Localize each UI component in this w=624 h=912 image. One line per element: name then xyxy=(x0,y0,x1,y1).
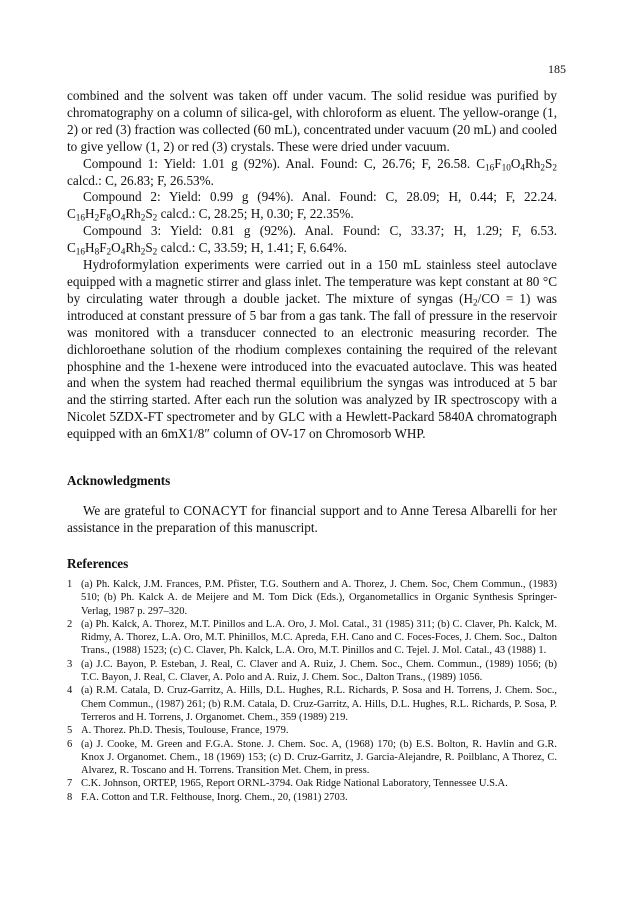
reference-text: (a) R.M. Catala, D. Cruz-Garritz, A. Hills, D.L. Hughes, R.L. Richards, P. Sosa and H. Torrens, J. Chem. Soc., Chem Commun., (1987) 261; (b) R.M. Catala, D. Cruz-Garritz, A. Hills, D.L. Hughes, R.L. Richards, P. Sosa, P. Terreros and H. Torrens, J. Organomet. Chem., 359 (1989) 219. xyxy=(81,685,557,723)
compound-2-calcd: calcd.: C, 28.25; H, 0.30; F, 22.35%. xyxy=(157,206,354,222)
page-number: 185 xyxy=(548,62,566,76)
reference-list xyxy=(67,578,557,804)
paragraph-hydroformylation: Hydroformylation experiments were carried out in a 150 mL stainless steel autoclave equipped with a magnetic stirrer and glass inlet. The temperature was kept constant at 80 °C by circulating water through a double jacket. The mixture of syngas $(H_2/CO = 1)$ was introduced at constant pressure of 5 bar from a gas tank. The fall of pressure in the reservoir was monitored with a transducer connected to an electronic measuring recorder. The dichloroethane solution of the rhodium complexes containing the required of the relevant phosphine and the 1-hexene were introduced into the evacuated autoclave. This was heated and when the system had reached thermal equilibrium the syngas was introduced at 5 bar and the stirring started. After each run the solution was analyzed by IR spectroscopy with a Nicolet 5ZDX-FT spectrometer and by GLC with a Hewlett-Packard 5840A chromatograph equipped with an 6mX1/8″ column of OV-17 on Chromosorb WHP. xyxy=(67,257,557,442)
compound-2-analysis: Compound 2: Yield: 0.99 g (94%). Anal. Found: C, 28.09; H, 0.44; F, 22.24. xyxy=(83,189,557,205)
references-heading: References xyxy=(67,556,129,571)
reference-text: C.K. Johnson, ORTEP, 1965, Report ORNL-3794. Oak Ridge National Laboratory, Tennessee U.S.A. xyxy=(81,778,508,790)
compound-1-calcd: calcd.: C, 26.83; F, 26.53%. xyxy=(67,172,214,188)
reference-text: F.A. Cotton and T.R. Felthouse, Inorg. Chem., 20, (1981) 2703. xyxy=(81,791,348,803)
paragraph-purification: combined and the solvent was taken off under vacum. The solid residue was purified by chromatography on a column of silica-gel, with chloroform as eluent. The yellow-orange (1, 2) or red (3) fraction was collected (60 mL), concentrated under vacuum (20 mL) and cooled to give yellow (1, 2) or red (3) crystals. These were dried under vacuum. xyxy=(67,88,557,154)
reference-number: 7 xyxy=(67,778,73,790)
reference-item xyxy=(67,777,557,790)
reference-number: 3 xyxy=(67,658,73,670)
reference-item xyxy=(67,724,557,737)
reference-text: (a) Ph. Kalck, A. Thorez, M.T. Pinillos and L.A. Oro, J. Mol. Catal., 31 (1985) 311; (b) C. Claver, Ph. Kalck, M. Ridmy, A. Thorez, L.A. Oro, M.T. Phinillos, M.C. Apreda, F.H. Cano and C. Foces-Foces, J. Chem. Soc., Dalton Trans., (1988) 1523; (c) C. Claver, Ph. Kalck, L.A. Oro, M.T. Pinillos and C. Tejel. J. Mol. Catal., 43 (1988) 1. xyxy=(81,618,557,657)
reference-text: (a) J. Cooke, M. Green and F.G.A. Stone. J. Chem. Soc. A, (1968) 170; (b) E.S. Bolton, R. Havlin and G.R. Knox J. Organomet. Chem., 18 (1969) 153; (c) D. Cruz-Garritz, J. Garcia-Alejandre, R. Poilblanc, A Thorez, C. Alvarez, R. Toscano and H. Torrens. Transition Met. Chem, in press. xyxy=(81,738,557,777)
reference-item xyxy=(67,658,557,685)
reference-number: 4 xyxy=(67,685,73,697)
acknowledgments-heading: Acknowledgments xyxy=(67,473,171,488)
reference-number: 6 xyxy=(67,738,73,750)
compound-2-formula: $C_{16}H_2F_8O_4Rh_2S_2$ xyxy=(67,206,158,223)
compound-3-formula: $C_{16}H_8F_2O_4Rh_2S_2$ xyxy=(67,240,158,257)
reference-text: (a) J.C. Bayon, P. Esteban, J. Real, C. Claver and A. Ruiz, J. Chem. Soc., Chem. Commun., (1989) 1056; (b) T.C. Bayon, J. Real, C. Claver, A. Polo and A. Ruiz, J. Chem. Soc., Dalton Trans., (1989) 1056. xyxy=(81,658,557,684)
reference-item xyxy=(67,578,557,618)
reference-number: 5 xyxy=(67,725,73,737)
compound-3-data xyxy=(67,223,557,257)
experimental-text xyxy=(67,88,557,443)
compound-1-data xyxy=(67,156,557,190)
reference-number: 2 xyxy=(67,618,73,630)
reference-number: 8 xyxy=(67,791,73,803)
reference-item xyxy=(67,738,557,778)
reference-item xyxy=(67,618,557,658)
reference-number: 1 xyxy=(67,579,73,590)
acknowledgments-text: We are grateful to CONACYT for financial support and to Anne Teresa Albarelli for her assistance in the preparation of this manuscript. xyxy=(67,503,557,535)
compound-3-analysis: Compound 3: Yield: 0.81 g (92%). Anal. Found: C, 33.37; H, 1.29; F, 6.53. xyxy=(83,223,557,239)
compound-1-analysis: Compound 1: Yield: 1.01 g (92%). Anal. Found: C, 26.76; F, 26.58. xyxy=(83,155,477,171)
compound-3-calcd: calcd.: C, 33.59; H, 1.41; F, 6.64%. xyxy=(157,240,348,256)
reference-text: A. Thorez. Ph.D. Thesis, Toulouse, France, 1979. xyxy=(81,725,289,737)
compound-1-formula: $C_{16}F_{10}O_4Rh_2S_2$ xyxy=(476,155,557,172)
reference-item xyxy=(67,791,557,804)
compound-2-data xyxy=(67,189,557,223)
reference-item xyxy=(67,684,557,724)
reference-text: (a) Ph. Kalck, J.M. Frances, P.M. Pfister, T.G. Southern and A. Thorez, J. Chem. Soc, Chem Commun., (1983) 510; (b) Ph. Kalck A. de Meijere and M. Tom Dick (Eds.), Organometallics in Organic Synthesis Springer-Verlag, 1987 p. 297–320. xyxy=(81,579,557,617)
